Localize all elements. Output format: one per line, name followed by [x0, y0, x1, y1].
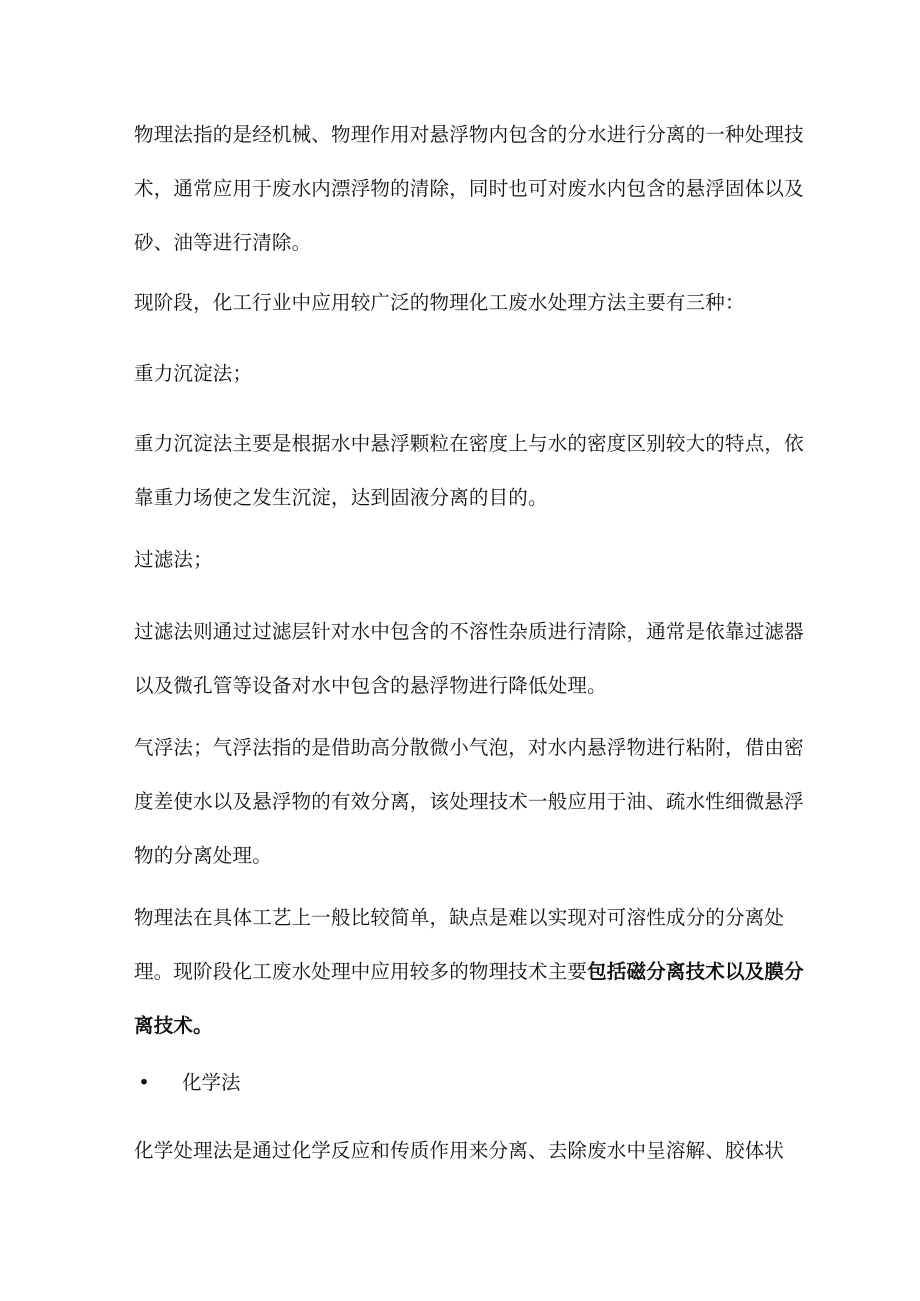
paragraph-filtration: 过滤法则通过过滤层针对水中包含的不溶性杂质进行清除，通常是依靠过滤器以及微孔管等设备对水中包含的悬浮物进行降低处理。 — [134, 620, 804, 697]
heading-gravity-sedimentation: 重力沉淀法； — [134, 362, 253, 385]
paragraph-physical-method-definition: 物理法指的是经机械、物理作用对悬浮物内包含的分水进行分离的一种处理技术，通常应用于废水内漂浮物的清除，同时也可对废水内包含的悬浮固体以及砂、油等进行清除。 — [134, 123, 804, 254]
paragraph-physical-method-summary — [134, 891, 814, 1053]
bullet-label: 化学法 — [182, 1071, 241, 1094]
paragraph-gravity-sedimentation: 重力沉淀法主要是根据水中悬浮颗粒在密度上与水的密度区别较大的特点，依靠重力场使之发生沉淀，达到固液分离的目的。 — [134, 432, 804, 509]
paragraph-chemical-method: 化学处理法是通过化学反应和传质作用来分离、去除废水中呈溶解、胶体状 — [134, 1139, 785, 1162]
heading-filtration: 过滤法； — [134, 548, 213, 571]
bullet-icon: • — [138, 1071, 150, 1094]
summary-bold-text: 包括磁分离技术以及膜分离技术。 — [134, 960, 804, 1037]
summary-normal-text: 物理法在具体工艺上一般比较简单，缺点是难以实现对可溶性成分的分离处理。现阶段化工废水处理中应用较多的物理技术主要 — [134, 906, 785, 983]
paragraph-air-flotation: 气浮法；气浮法指的是借助高分散微小气泡，对水内悬浮物进行粘附，借由密度差使水以及悬浮物的有效分离，该处理技术一般应用于油、疏水性细微悬浮物的分离处理。 — [134, 736, 804, 867]
paragraph-three-methods-intro: 现阶段，化工行业中应用较广泛的物理化工废水处理方法主要有三种： — [134, 291, 745, 314]
bullet-item-chemical-method — [134, 1056, 814, 1110]
